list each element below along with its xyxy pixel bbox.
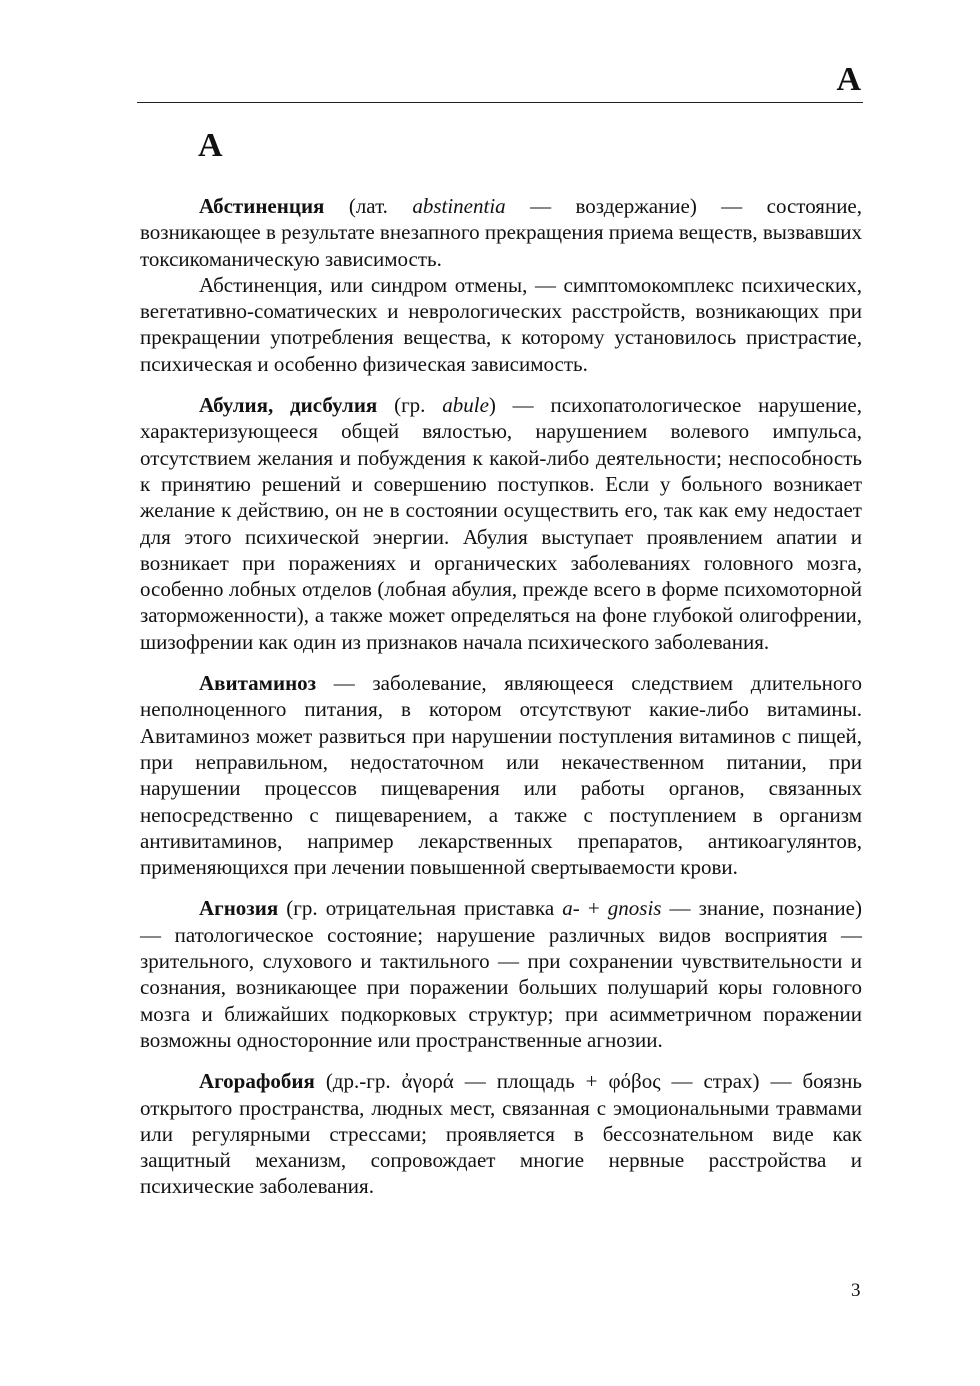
entry-paragraph <box>140 392 862 655</box>
entry-abuliya <box>140 392 862 655</box>
running-header <box>137 60 863 103</box>
entry-text: (др.-гр. ἀγορά — площадь + φόβος — страх) — боязнь открытого пространства, людных мест, связанная с эмоциональными травмами или регулярными стрессами; проявляется в бессознательном виде как защитный механизм, сопровождает многие нервные расстройства и психические заболевания. <box>140 1069 862 1199</box>
entry-agorafobiya <box>140 1068 862 1199</box>
entry-term: Агнозия <box>199 896 279 921</box>
entry-term: Абстиненция <box>199 194 325 218</box>
entry-etymon: abstinentia <box>412 194 506 218</box>
section-letter-heading: А <box>198 127 223 164</box>
entry-paragraph <box>140 193 862 272</box>
entry-paragraph <box>140 895 862 1053</box>
entry-etymon: abule <box>442 393 489 418</box>
entry-term: Авитаминоз <box>199 671 317 696</box>
entry-text: ) — психопатологическое нарушение, характеризующееся общей вялостью, нарушением волевого импульса, отсутствием желания и побуждения к какой-либо деятельности; неспособность к принятию решений и совершению поступков. Если у больного возникает желание к действию, он не в состоянии осуществить его, так как ему недостает для этого психической энергии. Абулия выступает проявлением апатии и возникает при поражениях и органических заболеваниях головного мозга, особенно лобных отделов (лобная абулия, прежде всего в форме психомоторной заторможенности), а также может определяться на фоне глубокой олигофрении, шизофрении как один из признаков начала психического заболевания. <box>140 393 862 654</box>
entry-text: (лат. <box>324 194 413 218</box>
entry-etymon: a- <box>562 896 580 921</box>
entry-term: Абулия, дисбулия <box>199 393 378 418</box>
entry-paragraph: Абстиненция, или синдром отмены, — симптомокомплекс психических, вегетативно-соматических и неврологических расстройств, возникающих при прекращении употребления вещества, к которому установилось пристрастие, психическая и особенно физическая зависимость. <box>140 272 862 376</box>
entry-text: (гр. <box>377 393 443 418</box>
dictionary-body <box>140 193 862 1215</box>
entry-term: Агорафобия <box>199 1069 315 1094</box>
entry-text: — воздержание) — состояние, возникающее в результате внезапного прекращения приема веществ, вызвавших токсикоманическую зависимость. <box>140 194 862 271</box>
entry-abstinentsiya <box>140 193 862 377</box>
entry-agnoziya <box>140 895 862 1053</box>
entry-paragraph <box>140 670 862 880</box>
page-number: 3 <box>851 1280 861 1301</box>
entry-paragraph <box>140 1068 862 1199</box>
entry-text: — знание, познание) — патологическое состояние; нарушение различных видов восприятия — зрительного, слухового и тактильного — при сохранении чувствительности и сознания, возникающее при поражении больших полушарий коры головного мозга и ближайших подкорковых структур; при асимметричном поражении возможны односторонние или пространственные агнозии. <box>140 896 862 1052</box>
running-header-letter: А <box>836 61 861 98</box>
entry-avitaminoz <box>140 670 862 880</box>
entry-text: + <box>579 896 608 921</box>
entry-text: — заболевание, являющееся следствием длительного неполноценного питания, в котором отсутствуют какие-либо витамины. Авитаминоз может развиться при нарушении поступления витаминов с пищей, при неправильном, недостаточном или некачественном питании, при нарушении процессов пищеварения или работы органов, связанных непосредственно с пищеварением, а также с поступлением в организм антивитаминов, например лекарственных препаратов, антикоагулянтов, применяющихся при лечении повышенной свертываемости крови. <box>140 671 862 880</box>
entry-etymon: gnosis <box>607 896 662 921</box>
entry-text: (гр. отрицательная приставка <box>278 896 563 921</box>
